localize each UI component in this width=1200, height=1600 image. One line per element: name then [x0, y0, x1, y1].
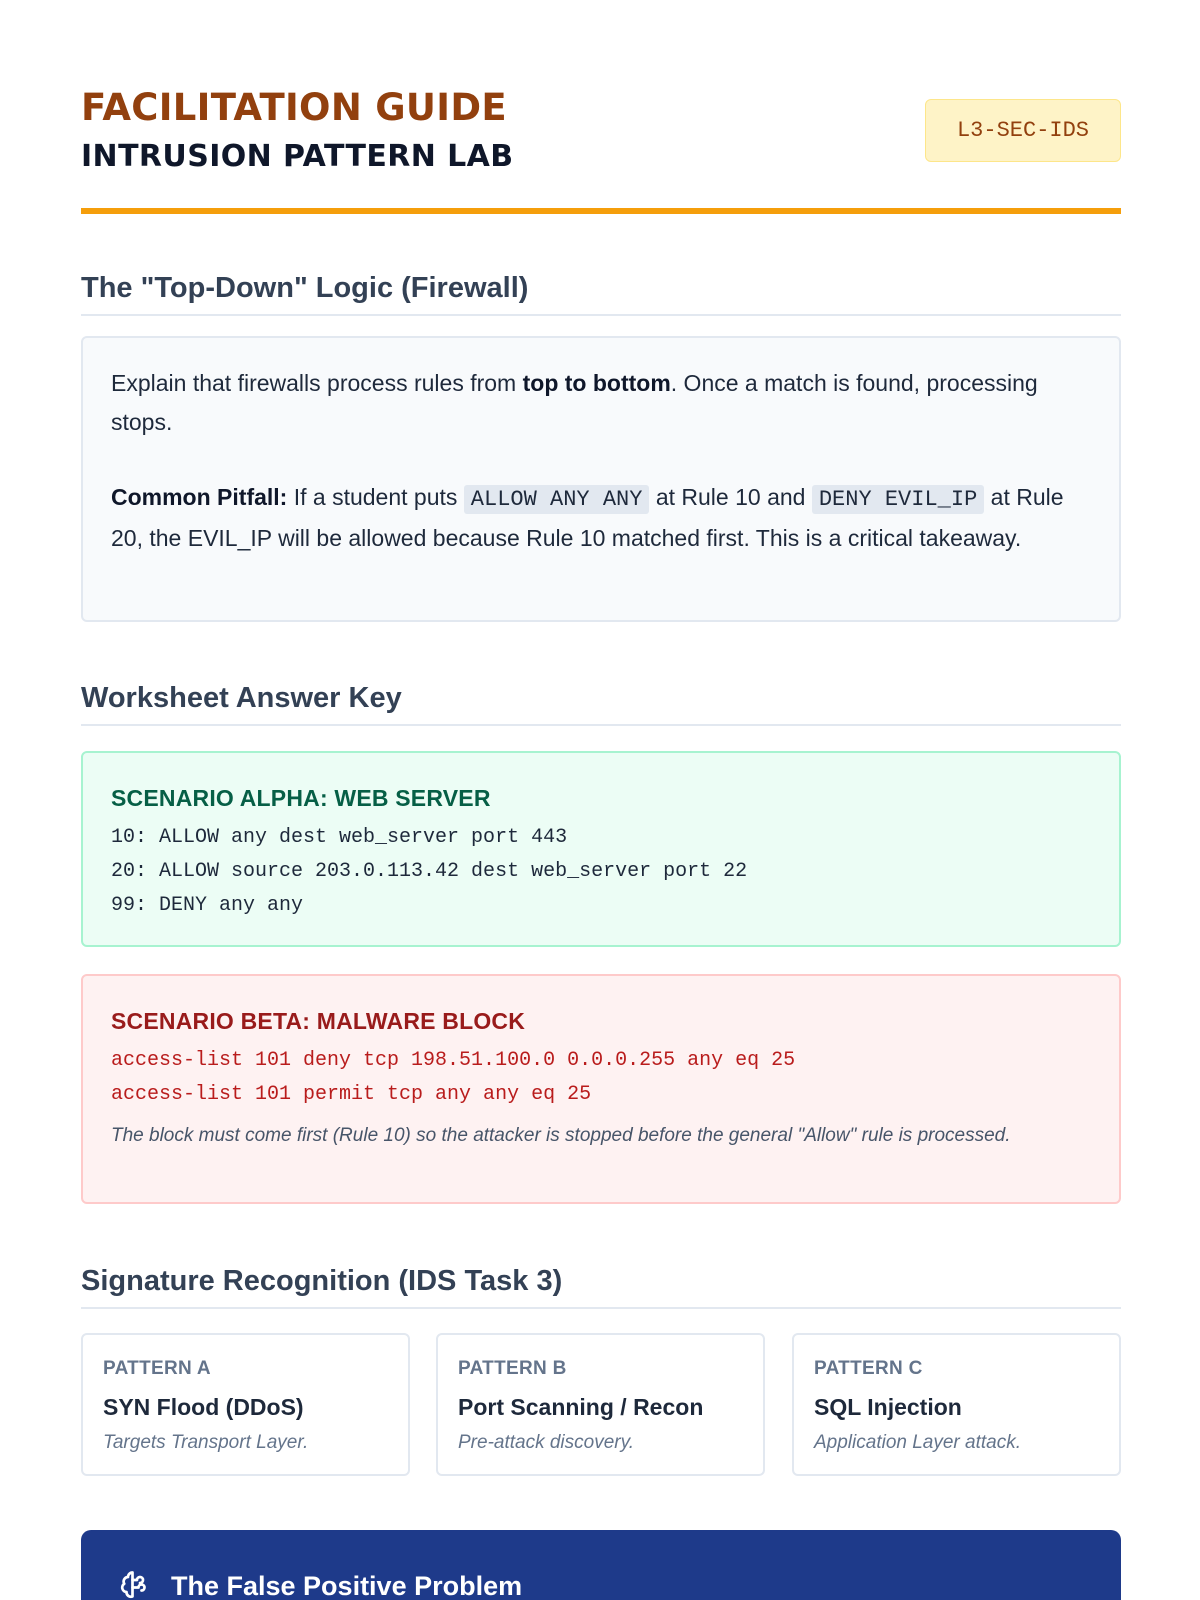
text-fragment: Explain that firewalls process rules from: [111, 370, 523, 396]
course-code-badge: L3-SEC-IDS: [925, 99, 1121, 162]
false-positive-title: The False Positive Problem: [171, 1571, 523, 1600]
firewall-section-title: The "Top-Down" Logic (Firewall): [81, 270, 1121, 316]
common-pitfall: [111, 478, 1091, 558]
guide-title: FACILITATION GUIDE: [81, 86, 507, 129]
pitfall-label: Common Pitfall:: [111, 484, 288, 510]
code-deny-evil-ip: DENY EVIL_IP: [812, 485, 984, 514]
scenario-alpha-title: SCENARIO ALPHA: WEB SERVER: [111, 785, 491, 811]
pattern-card-c: [792, 1333, 1121, 1476]
header: [81, 86, 1121, 214]
false-positive-box: [81, 1530, 1121, 1600]
brain-icon: [119, 1568, 155, 1600]
pattern-desc: Application Layer attack.: [814, 1432, 1022, 1453]
pattern-card-b: [436, 1333, 765, 1476]
lab-subtitle: INTRUSION PATTERN LAB: [81, 139, 514, 174]
code-line: 10: ALLOW any dest web_server port 443: [111, 826, 568, 849]
firewall-logic-box: [81, 336, 1121, 622]
code-line: access-list 101 deny tcp 198.51.100.0 0.0.0.255 any eq 25: [111, 1049, 796, 1072]
pattern-card-a: [81, 1333, 410, 1476]
pattern-name: SYN Flood (DDoS): [103, 1394, 304, 1420]
pattern-desc: Pre-attack discovery.: [458, 1432, 634, 1453]
text-fragment: at Rule 20, the EVIL_IP will be allowed because Rule 10 matched first. This is a critical takeaway.: [111, 484, 1064, 551]
emphasis-top-to-bottom: top to bottom: [522, 370, 671, 396]
pattern-label: PATTERN B: [458, 1358, 567, 1379]
pattern-label: PATTERN C: [814, 1358, 923, 1379]
pattern-label: PATTERN A: [103, 1358, 211, 1379]
false-positive-heading: [119, 1568, 1083, 1600]
pattern-desc: Targets Transport Layer.: [103, 1432, 309, 1453]
header-divider: [81, 208, 1121, 214]
facilitation-guide-page: [81, 0, 1121, 1600]
answer-key-title: Worksheet Answer Key: [81, 680, 1121, 726]
text-fragment: If a student puts: [287, 484, 464, 510]
code-allow-any-any: ALLOW ANY ANY: [464, 485, 650, 514]
scenario-beta-title: SCENARIO BETA: MALWARE BLOCK: [111, 1008, 526, 1034]
code-line: 20: ALLOW source 203.0.113.42 dest web_server port 22: [111, 860, 748, 883]
text-fragment: at Rule 10 and: [649, 484, 812, 510]
scenario-beta-card: [81, 974, 1121, 1204]
code-line: access-list 101 permit tcp any any eq 25: [111, 1083, 592, 1106]
signature-section-title: Signature Recognition (IDS Task 3): [81, 1263, 1121, 1309]
text-fragment: . Once a match is found, processing stops.: [111, 370, 1038, 435]
pattern-cards: [81, 1333, 1121, 1476]
firewall-explanation: [111, 364, 1091, 442]
code-line: 99: DENY any any: [111, 894, 304, 917]
scenario-alpha-card: [81, 751, 1121, 947]
pattern-name: SQL Injection: [814, 1394, 962, 1420]
scenario-beta-note: The block must come first (Rule 10) so the attacker is stopped before the general "Allow" rule is processed.: [111, 1125, 1011, 1146]
pattern-name: Port Scanning / Recon: [458, 1394, 704, 1420]
